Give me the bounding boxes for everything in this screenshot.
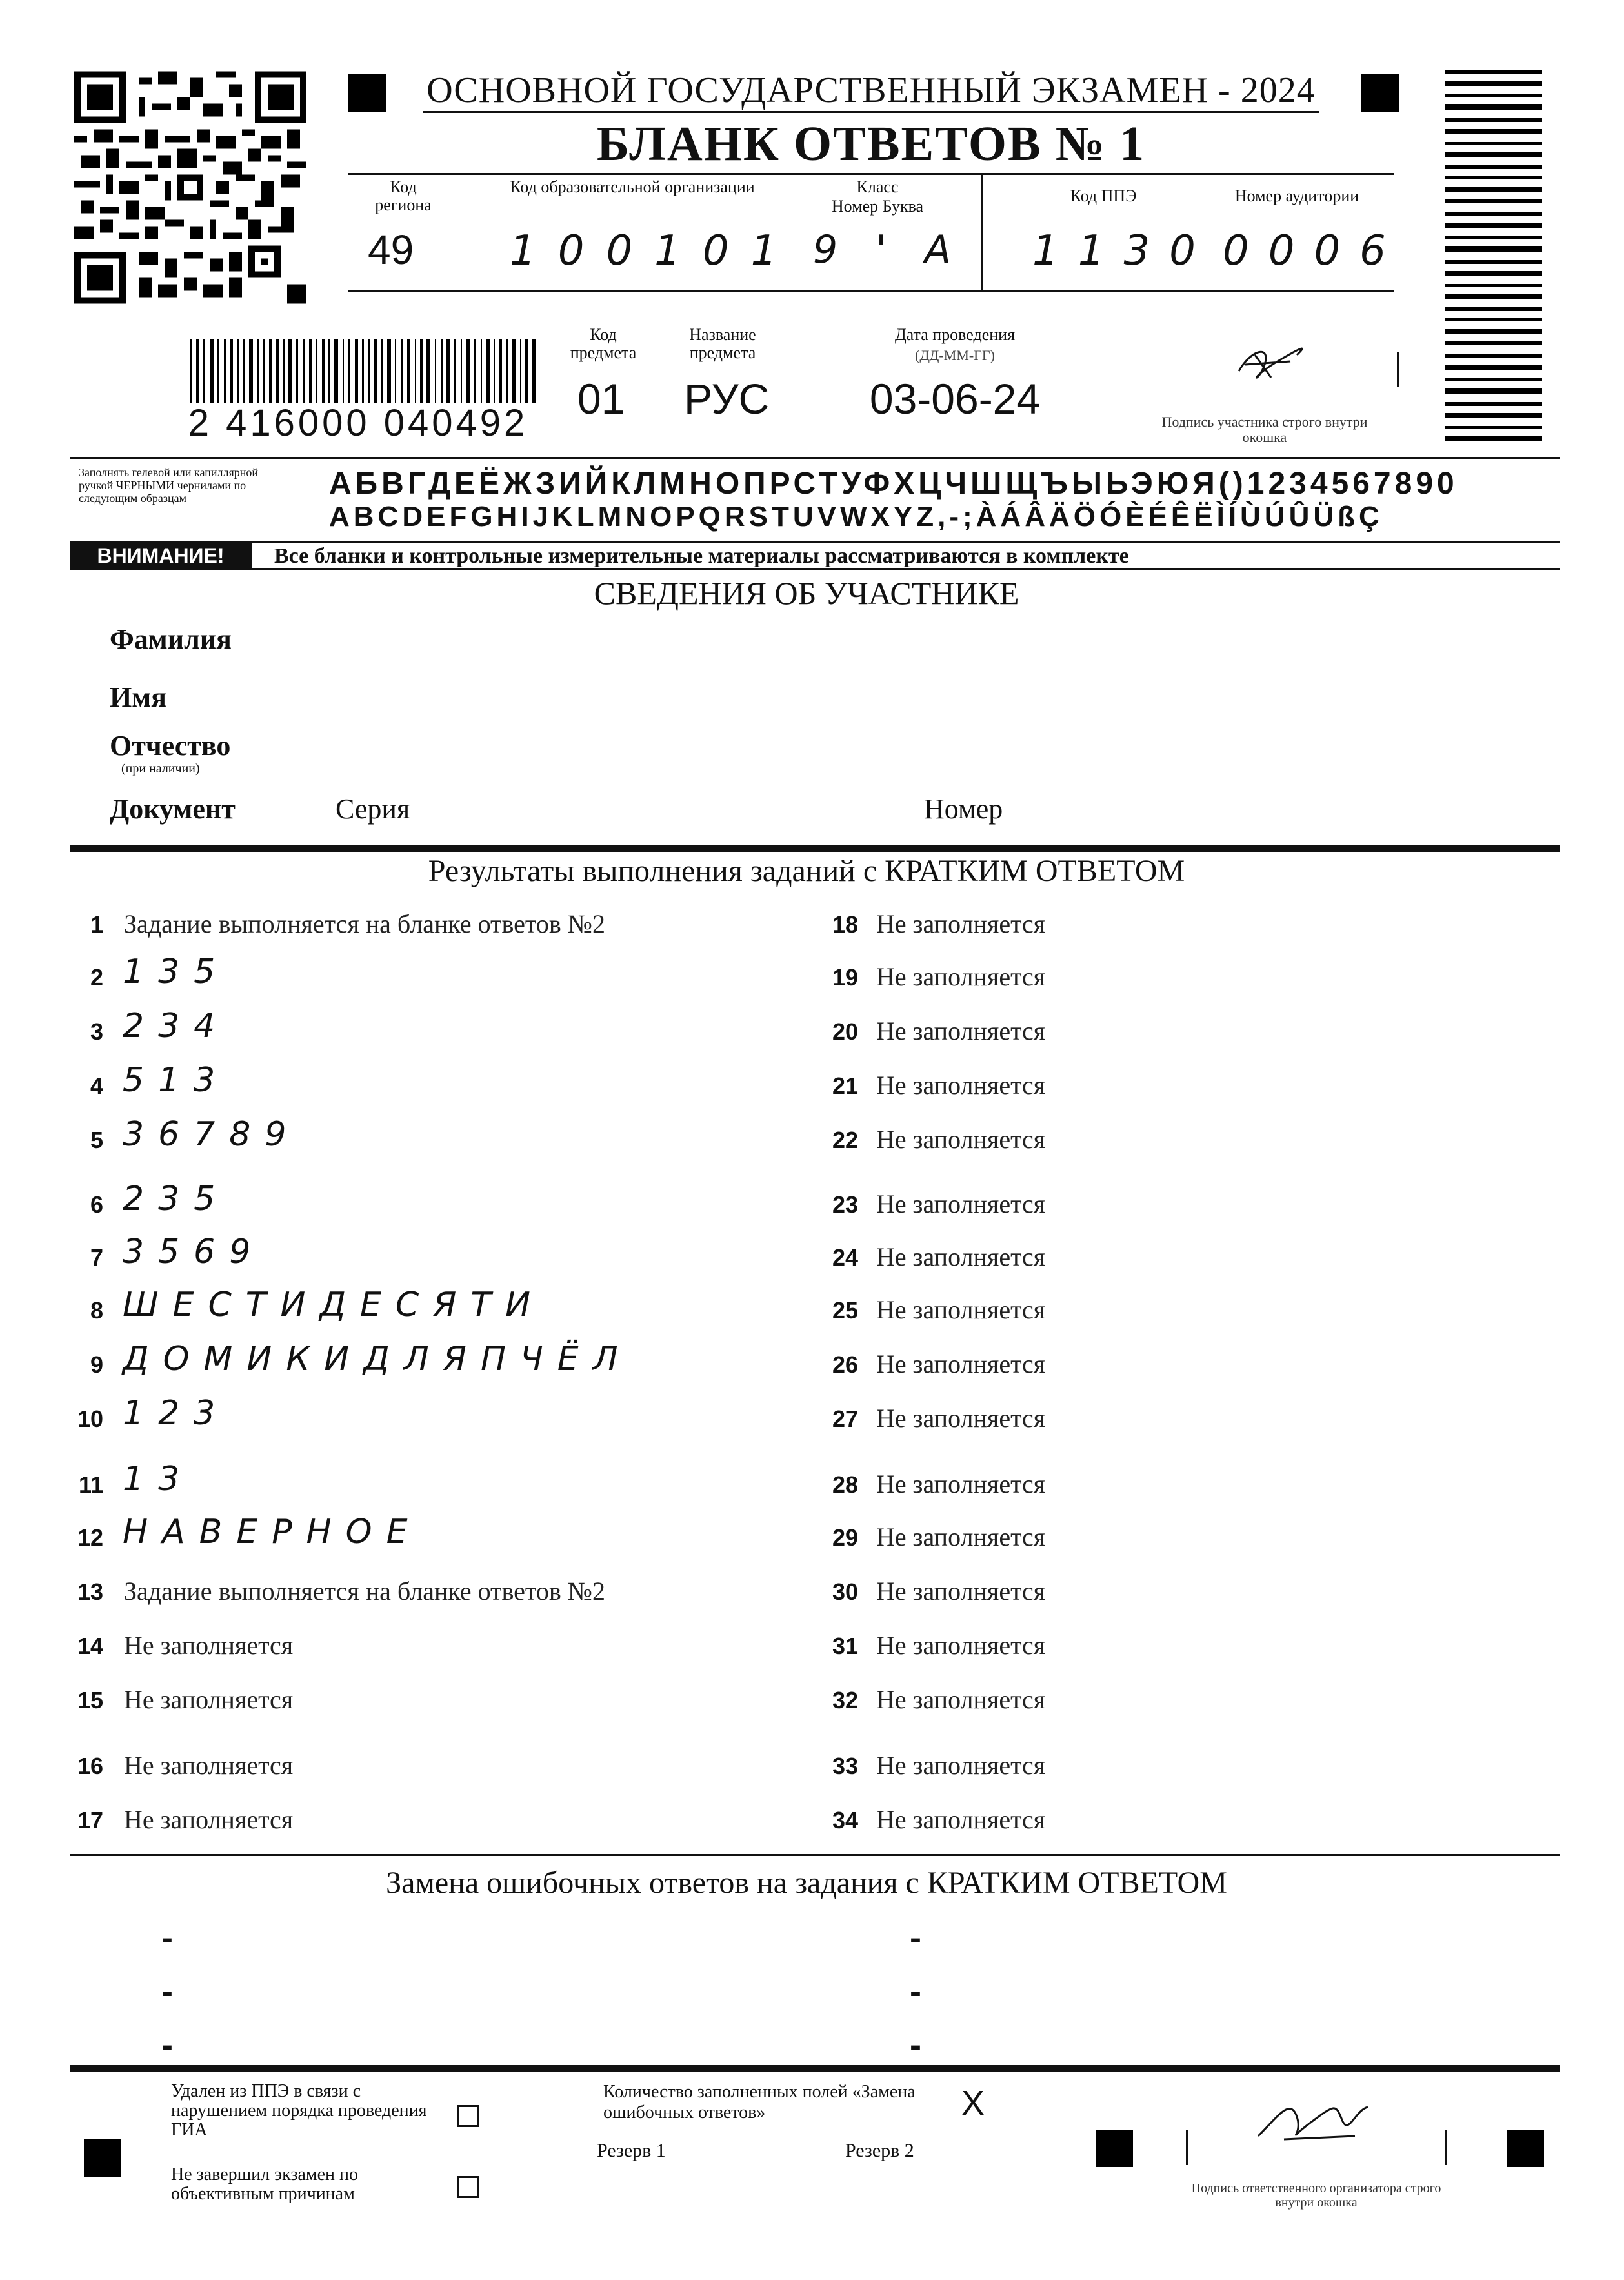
organizer-signature-icon (1245, 2091, 1374, 2149)
class-value: 9 ' А (813, 227, 964, 272)
answer-number: 27 (832, 1406, 858, 1432)
answer-number: 10 (77, 1406, 103, 1432)
not-finished-label: Не завершил экзамен по объективным причинам (171, 2164, 358, 2204)
organizer-signature-label: Подпись ответственного организатора строго внутри окошка (1191, 2181, 1441, 2210)
answer-number: 24 (832, 1244, 858, 1271)
organizer-signature-frame-right (1445, 2130, 1447, 2165)
answer-text: Не заполняется (876, 909, 1046, 938)
class-label: Класс (856, 177, 899, 196)
answer-number: 17 (77, 1807, 103, 1833)
answer-text: Не заполняется (876, 1071, 1046, 1100)
answer-text: Не заполняется (876, 1349, 1046, 1378)
attention-badge: ВНИМАНИЕ! (70, 541, 252, 570)
answer-number: 21 (832, 1073, 858, 1099)
answer-text: Не заполняется (876, 1189, 1046, 1218)
codes-divider (981, 174, 983, 290)
answer-text: Не заполняется (876, 1242, 1046, 1271)
answer-number: 30 (832, 1579, 858, 1605)
sample-latin: ABCDEFGHIJKLMNOPQRSTUVWXYZ,-;ÀÁÂÄÖÓÈÉÊËÌÍÙÚÛÜßÇ (329, 501, 1383, 532)
region-label: Код региона (375, 177, 432, 214)
answer-number: 14 (77, 1633, 103, 1659)
replacement-dash[interactable]: - (161, 1972, 173, 2011)
codes-top-rule (348, 173, 1394, 175)
answer-handwritten[interactable]: 13 (123, 1460, 194, 1498)
subject-code-label: Код предмета (570, 325, 637, 362)
sample-instructions: Заполнять гелевой или капиллярной ручкой ЧЕРНЫМИ чернилами по следующим образцам (79, 466, 258, 505)
corner-marker (348, 74, 386, 112)
replacement-dash[interactable]: - (161, 2026, 173, 2064)
participant-signature-label: Подпись участника строго внутри окошка (1161, 414, 1368, 445)
answers-top-rule (70, 845, 1560, 852)
count-value: X (961, 2084, 985, 2123)
answer-text: Задание выполняется на бланке ответов №2 (124, 909, 605, 938)
patronymic-note: (при наличии) (121, 762, 200, 776)
answer-handwritten[interactable]: 135 (123, 953, 230, 991)
answer-text: Не заполняется (876, 1295, 1046, 1324)
answer-handwritten[interactable]: 36789 (123, 1115, 301, 1154)
answer-number: 2 (90, 964, 103, 991)
org-label: Код образовательной организации (510, 177, 755, 196)
barcode-icon (190, 339, 539, 410)
not-finished-checkbox[interactable] (457, 2176, 479, 2198)
answer-text: Не заполняется (876, 962, 1046, 991)
footer-top-rule (70, 2065, 1560, 2072)
corner-marker (84, 2139, 121, 2177)
subject-name-label: Название предмета (689, 325, 756, 362)
answers-section-title: Результаты выполнения заданий с КРАТКИМ ОТВЕТОМ (428, 854, 1185, 888)
answer-number: 5 (90, 1127, 103, 1153)
answer-number: 22 (832, 1127, 858, 1153)
answer-text: Не заполняется (124, 1805, 294, 1834)
answers-bottom-rule (70, 1854, 1560, 1856)
org-value: 100101 (510, 227, 799, 275)
answer-text: Не заполняется (876, 1125, 1046, 1154)
answer-number: 15 (77, 1687, 103, 1713)
exam-title-underline (423, 111, 1319, 113)
answer-text: Не заполняется (124, 1631, 294, 1660)
count-label: Количество заполненных полей «Замена ошибочных ответов» (603, 2082, 916, 2123)
answer-number: 23 (832, 1191, 858, 1218)
document-label: Документ (110, 793, 236, 825)
qr-code-icon (74, 70, 306, 305)
answer-number: 31 (832, 1633, 858, 1659)
answer-number: 28 (832, 1471, 858, 1498)
answer-handwritten[interactable]: ДОМИКИДЛЯПЧЁЛ (123, 1340, 632, 1378)
answer-number: 16 (77, 1753, 103, 1779)
room-label: Номер аудитории (1234, 187, 1359, 205)
participant-section-title: СВЕДЕНИЯ ОБ УЧАСТНИКЕ (594, 575, 1019, 611)
answer-number: 1 (90, 911, 103, 938)
corner-marker (1096, 2130, 1133, 2167)
reserve1-label: Резерв 1 (597, 2140, 666, 2161)
number-label: Номер (924, 793, 1003, 825)
answer-number: 29 (832, 1524, 858, 1551)
barcode-number: 2 416000 040492 (188, 402, 528, 444)
answer-number: 12 (77, 1524, 103, 1551)
corner-marker (1361, 74, 1399, 112)
answer-number: 25 (832, 1297, 858, 1324)
answer-number: 3 (90, 1018, 103, 1045)
replacement-section-title: Замена ошибочных ответов на задания с КРАТКИМ ОТВЕТОМ (386, 1866, 1227, 1900)
reserve2-label: Резерв 2 (845, 2140, 914, 2161)
series-label: Серия (336, 793, 410, 825)
answer-handwritten[interactable]: 123 (123, 1394, 230, 1433)
replacement-dash[interactable]: - (161, 1919, 173, 1957)
answer-number: 34 (832, 1807, 858, 1833)
form-title: БЛАНК ОТВЕТОВ № 1 (596, 117, 1146, 171)
answer-text: Не заполняется (876, 1631, 1046, 1660)
answer-text: Не заполняется (876, 1805, 1046, 1834)
answer-text: Не заполняется (876, 1404, 1046, 1433)
date-sublabel: (ДД-ММ-ГГ) (915, 347, 995, 363)
answer-number: 26 (832, 1351, 858, 1378)
answer-text: Не заполняется (876, 1016, 1046, 1045)
ppe-value: 1130 (1032, 227, 1215, 275)
answer-text: Не заполняется (124, 1685, 294, 1714)
removed-checkbox[interactable] (457, 2105, 479, 2127)
answer-number: 33 (832, 1753, 858, 1779)
sample-top-rule (70, 457, 1560, 459)
answer-number: 13 (77, 1579, 103, 1605)
answer-text: Задание выполняется на бланке ответов №2 (124, 1577, 605, 1606)
corner-marker (1507, 2130, 1544, 2167)
answer-text: Не заполняется (124, 1751, 294, 1780)
attention-text: Все бланки и контрольные измерительные материалы рассматриваются в комплекте (274, 544, 1129, 568)
exam-title: ОСНОВНОЙ ГОСУДАРСТВЕННЫЙ ЭКЗАМЕН - 2024 (426, 70, 1316, 110)
name-label: Имя (110, 681, 166, 713)
replacement-dash[interactable]: - (910, 2026, 921, 2064)
participant-signature-icon (1226, 336, 1316, 387)
answer-number: 19 (832, 964, 858, 991)
answer-number: 7 (90, 1244, 103, 1271)
subject-name-value: РУС (684, 375, 770, 423)
participant-signature-frame (1397, 352, 1399, 387)
patronymic-label: Отчество (110, 730, 231, 762)
organizer-signature-frame-left (1186, 2130, 1188, 2165)
replacement-dash[interactable]: - (910, 1972, 921, 2011)
answer-text: Не заполняется (876, 1522, 1046, 1551)
answer-handwritten[interactable]: 3569 (123, 1233, 265, 1271)
class-sublabel: Номер Буква (831, 197, 924, 216)
answer-text: Не заполняется (876, 1577, 1046, 1606)
answer-number: 4 (90, 1073, 103, 1099)
answer-handwritten[interactable]: ШЕСТИДЕСЯТИ (123, 1286, 545, 1324)
replacement-dash[interactable]: - (910, 1919, 921, 1957)
answer-number: 8 (90, 1297, 103, 1324)
region-value: 49 (368, 227, 414, 273)
date-value: 03-06-24 (869, 375, 1041, 423)
side-barcode-icon (1445, 70, 1545, 450)
answer-number: 20 (832, 1018, 858, 1045)
answer-handwritten[interactable]: НАВЕРНОЕ (123, 1513, 422, 1551)
answer-handwritten[interactable]: 235 (123, 1180, 230, 1218)
answer-number: 9 (90, 1351, 103, 1378)
answer-number: 6 (90, 1191, 103, 1218)
ppe-label: Код ППЭ (1070, 187, 1137, 205)
subject-code-value: 01 (577, 375, 625, 423)
answer-text: Не заполняется (876, 1685, 1046, 1714)
answer-handwritten[interactable]: 234 (123, 1007, 230, 1045)
answer-text: Не заполняется (876, 1469, 1046, 1498)
room-value: 0006 (1223, 227, 1405, 275)
removed-label: Удален из ППЭ в связи с нарушением порядка проведения ГИА (171, 2081, 427, 2140)
answer-handwritten[interactable]: 513 (123, 1061, 230, 1100)
date-label: Дата проведения (894, 325, 1016, 344)
sample-cyrillic: АБВГДЕЁЖЗИЙКЛМНОПРСТУФХЦЧШЩЪЫЬЭЮЯ()1234567890 (329, 467, 1458, 501)
answer-number: 32 (832, 1687, 858, 1713)
surname-label: Фамилия (110, 623, 232, 655)
answer-text: Не заполняется (876, 1751, 1046, 1780)
answer-number: 11 (78, 1471, 103, 1498)
codes-bottom-rule (348, 290, 1394, 292)
answer-number: 18 (832, 911, 858, 938)
